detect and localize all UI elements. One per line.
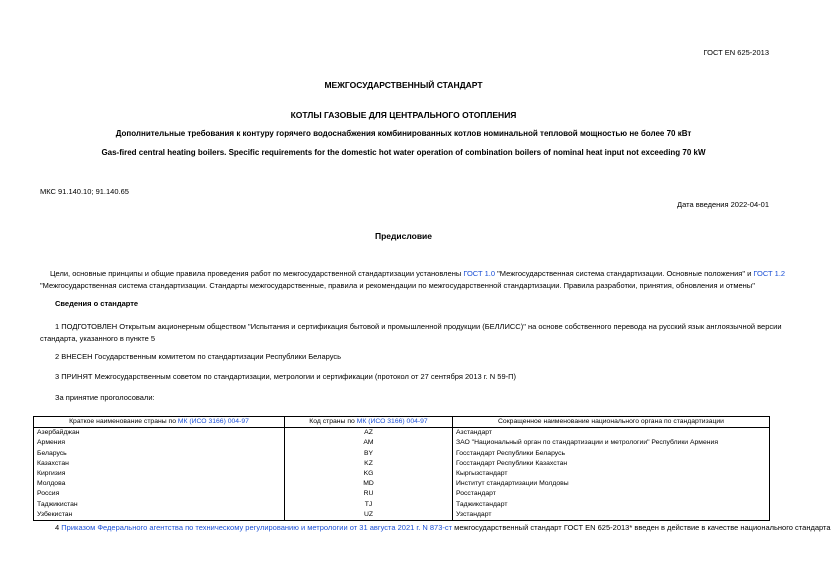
country-cell: Армения — [34, 438, 285, 448]
table-header-row — [34, 417, 770, 428]
table-row — [34, 510, 770, 521]
preface-text-a: Цели, основные принципы и общие правила проведения работ по межгосударственной стандартизации установлены — [50, 269, 464, 278]
title-main: КОТЛЫ ГАЗОВЫЕ ДЛЯ ЦЕНТРАЛЬНОГО ОТОПЛЕНИЯ — [290, 110, 517, 120]
mk-iso-3166-link[interactable]: МК (ИСО 3166) 004-97 — [356, 418, 428, 426]
title-subtitle-ru: Дополнительные требования к контуру горячего водоснабжения комбинированных котлов номинальной тепловой мощностью не более 70 кВт — [115, 129, 692, 138]
table-header-code: Код страны по МК (ИСО 3166) 004-97 — [285, 417, 453, 428]
countries-table — [33, 416, 770, 521]
table-row — [34, 479, 770, 489]
body-cell: Узстандарт — [453, 510, 770, 521]
code-cell: KZ — [285, 459, 453, 469]
item-1-line2: стандарта, указанного в пункте 5 — [40, 334, 155, 343]
body-cell: Госстандарт Республики Беларусь — [453, 449, 770, 459]
country-cell: Молдова — [34, 479, 285, 489]
code-cell: AZ — [285, 428, 453, 439]
table-row — [34, 449, 770, 459]
table-row — [34, 469, 770, 479]
body-cell: Росстандарт — [453, 489, 770, 499]
body-cell: Институт стандартизации Молдовы — [453, 479, 770, 489]
code-cell: TJ — [285, 500, 453, 510]
item-4-text: межгосударственный стандарт ГОСТ EN 625-2013* введен в действие в качестве национального стандарта — [452, 523, 831, 532]
country-cell: Азербайджан — [34, 428, 285, 439]
country-cell: Россия — [34, 489, 285, 499]
table-row — [34, 500, 770, 510]
document-code: ГОСТ EN 625-2013 — [703, 48, 769, 57]
standard-type: МЕЖГОСУДАРСТВЕННЫЙ СТАНДАРТ — [324, 80, 483, 90]
country-cell: Узбекистан — [34, 510, 285, 521]
preface-paragraph-line2: "Межгосударственная система стандартизации. Стандарты межгосударственные, правила и рекомендации по межгосударственной стандартизации. Правила разработки, принятия, обновления и отмены" — [40, 281, 755, 290]
preface-text-b: "Межгосударственная система стандартизации. Основные положения" и — [495, 269, 754, 278]
voted-label: За принятие проголосовали: — [55, 393, 155, 402]
title-subtitle-en: Gas-fired central heating boilers. Specific requirements for the domestic hot water operation of combination boilers of nominal heat input not exceeding 70 kW — [101, 148, 706, 157]
item-2: 2 ВНЕСЕН Государственным комитетом по стандартизации Республики Беларусь — [55, 352, 342, 361]
standard-info-heading: Сведения о стандарте — [55, 299, 139, 308]
item-1-line1: 1 ПОДГОТОВЛЕН Открытым акционерным обществом "Испытания и сертификация бытовой и промышленной продукции (БЕЛЛИСС)" на основе собственного перевода на русский язык англоязычной версии — [55, 322, 782, 331]
country-cell: Киргизия — [34, 469, 285, 479]
gost-1-0-link[interactable]: ГОСТ 1.0 — [463, 269, 496, 278]
body-cell: Госстандарт Республики Казахстан — [453, 459, 770, 469]
table-header-body: Сокращенное наименование национального органа по стандартизации — [453, 417, 770, 428]
body-cell: Азстандарт — [453, 428, 770, 439]
mks-code: МКС 91.140.10; 91.140.65 — [40, 187, 129, 196]
code-cell: KG — [285, 469, 453, 479]
item-4-prefix: 4 — [55, 523, 62, 532]
preface-paragraph-line1 — [50, 269, 786, 278]
code-cell: UZ — [285, 510, 453, 521]
body-cell: Кыргызстандарт — [453, 469, 770, 479]
country-cell: Таджикистан — [34, 500, 285, 510]
mk-iso-3166-link[interactable]: МК (ИСО 3166) 004-97 — [177, 418, 249, 426]
country-cell: Беларусь — [34, 449, 285, 459]
table-header-country: Краткое наименование страны по МК (ИСО 3166) 004-97 — [34, 417, 285, 428]
table-row — [34, 428, 770, 439]
introduction-date: Дата введения 2022-04-01 — [677, 200, 769, 209]
table-row — [34, 489, 770, 499]
table-row — [34, 459, 770, 469]
gost-1-2-link[interactable]: ГОСТ 1.2 — [753, 269, 786, 278]
body-cell: Таджикстандарт — [453, 500, 770, 510]
code-cell: BY — [285, 449, 453, 459]
code-cell: AM — [285, 438, 453, 448]
item-4 — [55, 523, 831, 532]
country-cell: Казахстан — [34, 459, 285, 469]
code-cell: MD — [285, 479, 453, 489]
order-link[interactable]: Приказом Федерального агентства по техническому регулированию и метрологии от 31 августа 2021 г. N 873-ст — [61, 523, 453, 532]
table-row — [34, 438, 770, 448]
preface-heading: Предисловие — [374, 231, 433, 241]
code-cell: RU — [285, 489, 453, 499]
item-3: 3 ПРИНЯТ Межгосударственным советом по стандартизации, метрологии и сертификации (протокол от 27 сентября 2013 г. N 59-П) — [55, 372, 516, 381]
body-cell: ЗАО "Национальный орган по стандартизации и метрологии" Республики Армения — [453, 438, 770, 448]
